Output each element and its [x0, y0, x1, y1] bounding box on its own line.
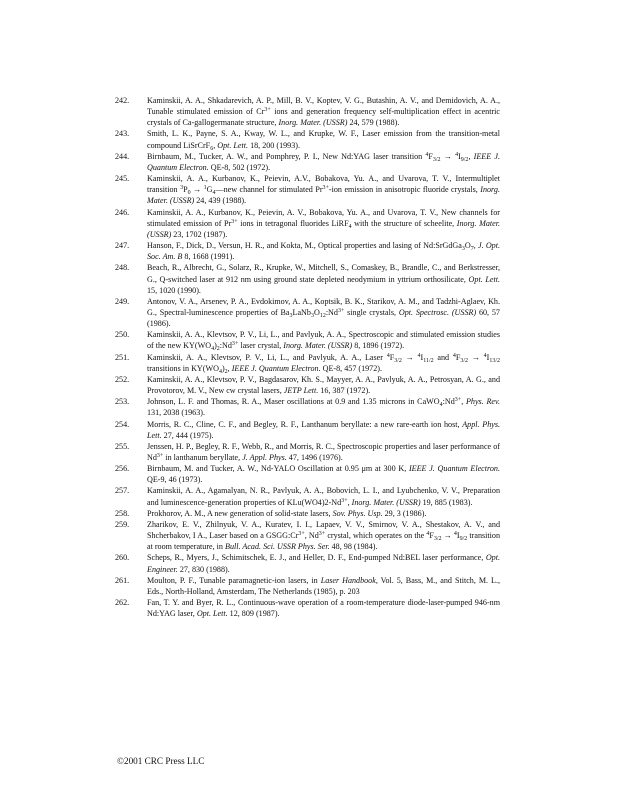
copyright-footer: ©2001 CRC Press LLC: [117, 756, 205, 766]
reference-number: 254.: [115, 419, 130, 429]
reference-item: [115, 352, 500, 374]
reference-item: [115, 128, 500, 150]
reference-text: Antonov, V. A., Arsenev, P. A., Evdokimov, A. A., Koptsik, B. K., Starikov, A. M., and Tadzhi-Aglaev, Kh. G., Spectral-luminescence properties of $Ba_3LaNb_3O_{12}:Nd^{3+}$ single crystals, Opt. Spectrosc. (USSR) 60, 57 (1986).: [147, 296, 500, 329]
reference-item: [115, 463, 500, 485]
reference-number: 250.: [115, 330, 130, 340]
reference-number: 248.: [115, 263, 130, 273]
reference-text: Kaminskii, A. A., Klevtsov, P. V., Li, L., and Pavlyuk, A. A., Spectroscopic and stimulated emission studies of the new $KY(WO_4)_2:Nd^{3+}$ laser crystal, Inorg. Mater. (USSR) 8, 1896 (1972).: [147, 330, 500, 353]
reference-item: [115, 173, 500, 206]
reference-item: [115, 396, 500, 418]
reference-item: [115, 151, 500, 173]
reference-number: 262.: [115, 598, 130, 608]
reference-item: [115, 519, 500, 552]
reference-item: [115, 329, 500, 351]
reference-number: 261.: [115, 575, 130, 585]
reference-number: 246.: [115, 207, 130, 217]
reference-text: Kaminskii, A. A., Shkadarevich, A. P., Mill, B. V., Koptev, V. G., Butashin, A. V., and Demidovich, A. A., Tunable stimulated emission of $Cr^{3+}$ ions and generation frequency self-multiplication effect in acentric crystals of Ca-gallogermanate structure, Inorg. Mater. (USSR) 24, 579 (1988).: [147, 96, 500, 128]
reference-number: 257.: [115, 486, 130, 496]
reference-text: Birnbaum, M. and Tucker, A. W., Nd-YALO Oscillation at 0.95 μm at 300 K, IEEE J. Quantum Electron. QE-9, 46 (1973).: [147, 464, 500, 485]
reference-text: Jenssen, H. P., Begley, R. F., Webb, R., and Morris, R. C., Spectroscopic properties and laser performance of $Nd^{3+}$ in lanthanum beryllate, J. Appl. Phys. 47, 1496 (1976).: [147, 441, 500, 462]
reference-item: [115, 597, 500, 619]
reference-text: Kaminskii, A. A., Kurbanov, K., Peievin, A. V., Bobakova, Yu. A., and Uvarova, T. V., New channels for stimulated emission of $Pr^{3+}$ ions in tetragonal fluorides LiRF$_4$ with the structure of scheelite, Inorg. Mater. (USSR) 23, 1702 (1987).: [147, 207, 501, 239]
reference-number: 256.: [115, 464, 130, 474]
reference-item: [115, 240, 500, 262]
reference-item: [115, 441, 500, 463]
reference-text: Smith, L. K., Payne, S. A., Kway, W. L., and Krupke, W. F., Laser emission from the transition-metal compound LiSrCrF$_6$, Opt. Lett. 18, 200 (1993).: [147, 129, 500, 152]
reference-text: Kaminskii, A. A., Klevtsov, P. V., Li, L., and Pavlyuk, A. A., Laser $^4F_{3/2} \to ^4I_{11/2}$ and $^4F_{3/2} \to ^4I_{13/2}$ transitions in $KY(WO_4)_2$, IEEE J. Quantum Electron. QE-8, 457 (1972).: [147, 352, 501, 375]
reference-text: Morris, R. C., Cline, C. F., and Begley, R. F., Lanthanum beryllate: a new rare-earth ion host, Appl. Phys. Lett. 27, 444 (1975).: [147, 419, 501, 440]
reference-item: [115, 374, 500, 396]
reference-number: 258.: [115, 508, 130, 518]
reference-text: Hanson, F., Dick, D., Versun, H. R., and Kokta, M., Optical properties and lasing of $Nd:SrGdGa_3O_7$, J. Opt. Soc. Am. B 8, 1668 (1991).: [147, 241, 501, 262]
reference-text: Fan, T. Y. and Byer, R. L., Continuous-wave operation of a room-temperature diode-laser-pumped 946-nm Nd:YAG laser, Opt. Lett. 12, 809 (1987).: [147, 598, 500, 619]
reference-text: Birnbaum, M., Tucker, A. W., and Pomphrey, P. I., New Nd:YAG laser transition $^4F_{3/2} \to ^4I_{9/2}$, IEEE J. Quantum Electron. QE-8, 502 (1972).: [147, 151, 501, 172]
reference-text: Scheps, R., Myers, J., Schimitschek, E. J., and Heller, D. F., End-pumped Nd:BEL laser performance, Opt. Engineer. 27, 830 (1988).: [147, 553, 500, 574]
reference-text: Kaminskii, A. A., Agamalyan, N. R., Pavlyuk, A. A., Bobovich, L. I., and Lyubchenko, V. V., Preparation and luminescence-generation properties of $KLu(WO4)2-Nd^{3+}$, Inorg. Mater. (USSR) 19, 885 (1983).: [147, 486, 500, 507]
reference-number: 245.: [115, 174, 130, 184]
reference-item: [115, 552, 500, 574]
reference-number: 244.: [115, 151, 130, 161]
reference-item: [115, 485, 500, 507]
reference-number: 252.: [115, 374, 130, 384]
reference-number: 253.: [115, 397, 130, 407]
reference-number: 251.: [115, 352, 130, 362]
reference-number: 255.: [115, 441, 130, 451]
reference-number: 242.: [115, 96, 130, 105]
reference-item: [115, 419, 500, 441]
reference-number: 243.: [115, 129, 130, 139]
reference-text: Johnson, L. F. and Thomas, R. A., Maser oscillations at 0.9 and 1.35 microns in $CaWO_4:Nd^{3+}$, Phys. Rev. 131, 2038 (1963).: [147, 397, 500, 418]
reference-list: [115, 95, 500, 619]
reference-item: [115, 575, 500, 597]
reference-text: Beach, R., Albrecht, G., Solarz, R., Krupke, W., Mitchell, S., Comaskey, B., Brandle, C., and Berkstresser, G., Q-switched laser at 912 nm using ground state depleted neodymium in yttrium orthosilicate, Opt. Lett. 15, 1020 (1990).: [147, 263, 500, 295]
reference-item: [115, 262, 500, 295]
reference-item: [115, 508, 500, 519]
reference-text: Kaminskii, A. A., Kurbanov, K., Peievin, A.V., Bobakova, Yu. A., and Uvarova, T. V., Intermultiplet transition $^3P_0$ → $^1G_4—new$ channel for stimulated $Pr^{3+}$-ion emission in anisotropic fluoride crystals, Inorg. Mater. (USSR) 24, 439 (1988).: [147, 174, 500, 206]
reference-text: Prokhorov, A. M., A new generation of solid-state lasers, Sov. Phys. Usp. 29, 3 (1986).: [147, 508, 427, 518]
reference-number: 259.: [115, 519, 130, 529]
reference-item: [115, 95, 500, 128]
reference-item: [115, 207, 500, 240]
reference-text: Moulton, P. F., Tunable paramagnetic-ion lasers, in Laser Handbook, Vol. 5, Bass, M., and Stitch, M. L., Eds., North-Holland, Amsterdam, The Netherlands (1985), p. 203: [147, 575, 501, 596]
reference-text: Kaminskii, A. A., Klevtsov, P. V., Bagdasarov, Kh. S., Mayyer, A. A., Pavlyuk, A. A., Petrosyan, A. G., and Provotorov, M. V., New cw crystal lasers, JETP Lett. 16, 387 (1972).: [147, 374, 500, 396]
reference-number: 260.: [115, 553, 130, 563]
reference-item: [115, 296, 500, 329]
reference-number: 247.: [115, 241, 130, 251]
reference-text: Zharikov, E. V., Zhilnyuk, V. A., Kuratev, I. I., Lapaev, V. V., Smirnov, V. A., Shestakov, A. V., and Shcherbakov, I A., Laser based on a $GSGG:Cr^{3+}$, $Nd^{3+}$ crystal, which operates on the $^4F_{3/2} \to ^4I_{9/2}$ transition at room temperature, in Bull. Acad. Sci. USSR Phys. Ser. 48, 98 (1984).: [147, 519, 500, 552]
reference-number: 249.: [115, 296, 130, 306]
